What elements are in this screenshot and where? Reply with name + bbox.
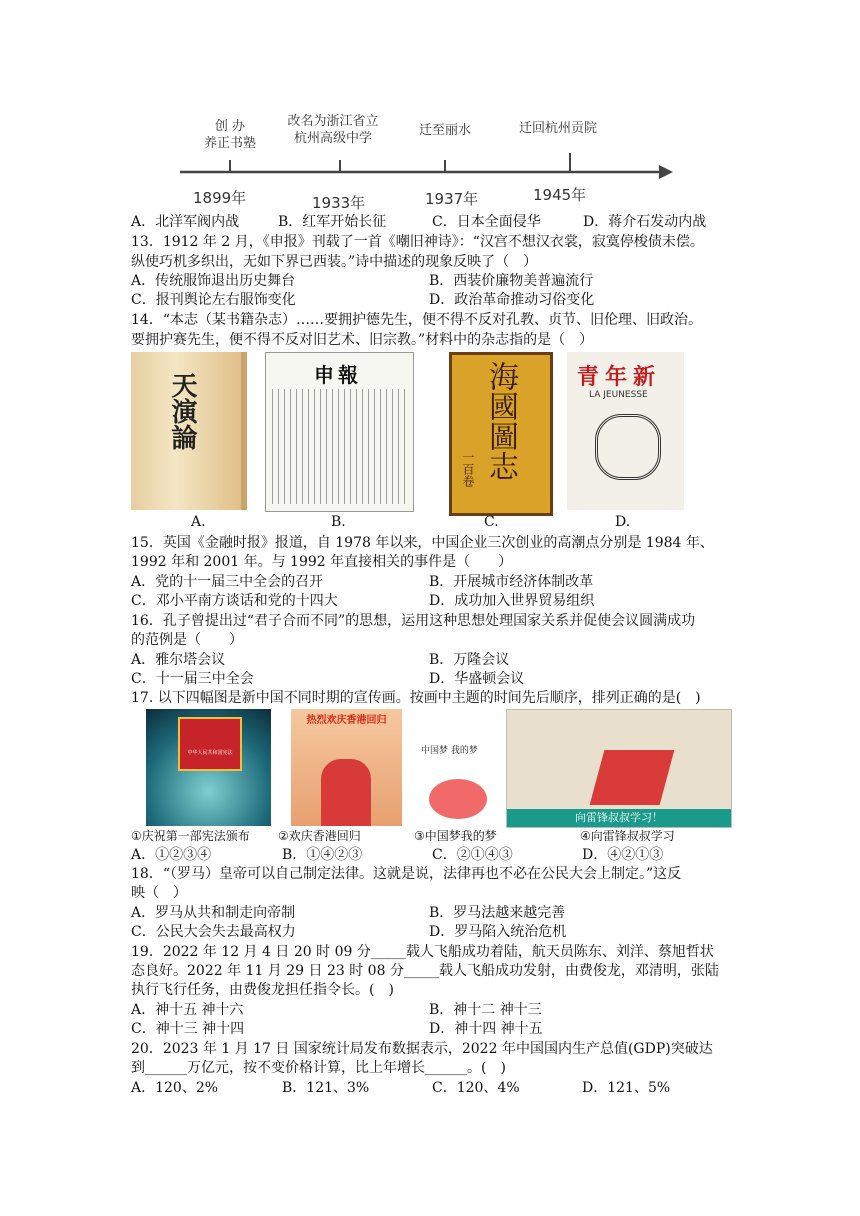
question-text: 17. 以下四幅图是新中国不同时期的宣传画。按画中主题的时间先后顺序，排列正确的是( ) (131, 690, 701, 706)
poster-constitution[interactable] (146, 709, 271, 826)
option[interactable]: B．万隆会议 (429, 652, 510, 668)
question-text: 18．“（罗马）皇帝可以自己制定法律。这就是说，法律再也不必在公民大会上制定。”这反 (131, 866, 682, 882)
question-text: 15．英国《金融时报》报道，自 1978 年以来，中国企业三次创业的高潮点分别是 1984 年、 (131, 535, 714, 551)
poster-hongkong[interactable]: 热烈欢庆香港回归 (291, 709, 402, 826)
timeline-event-label: 改名为浙江省立 杭州高级中学 (287, 114, 379, 146)
question-text: 16．孔子曾提出过“君子合而不同”的思想，运用这种思想处理国家关系并促使会议圆满成功 (131, 613, 696, 629)
book-image-haiguotuzhi[interactable]: 海國圖志 一百卷 (449, 352, 553, 516)
timeline-year: 1945年 (533, 186, 587, 204)
option[interactable]: A．雅尔塔会议 (131, 652, 226, 668)
option[interactable]: D．华盛顿会议 (429, 671, 525, 687)
constitution-book: 中华人民共和国宪法 (178, 717, 242, 771)
question-text: 14．“本志（某书籍杂志）……要拥护德先生，便不得不反对孔教、贞节、旧伦理、旧政治。 (131, 312, 702, 328)
option[interactable]: D．121、5% (582, 1080, 671, 1096)
question-text: 执行飞行任务，由费俊龙担任指令长。( ) (131, 982, 394, 998)
poster-leifeng[interactable]: 向雷锋叔叔学习！ (506, 709, 732, 828)
option[interactable]: A．北洋军阀内战 (131, 214, 240, 230)
option[interactable]: A．罗马从共和制走向帝制 (131, 905, 296, 921)
option[interactable]: C．公民大会失去最高权力 (131, 924, 296, 940)
portrait-frame (595, 414, 661, 480)
book-image-tianyanlun[interactable]: 天演論 (131, 352, 247, 510)
question-text: 到______万亿元，按不变价格计算，比上年增长______。( ) (131, 1060, 506, 1076)
option-letter[interactable]: C. (484, 514, 499, 530)
poster-caption: ③中国梦我的梦 (414, 829, 497, 843)
option-letter[interactable]: A. (191, 514, 206, 530)
option[interactable]: C．报刊舆论左右服饰变化 (131, 292, 296, 308)
poster-caption: ②欢庆香港回归 (278, 829, 361, 843)
option[interactable]: B．罗马法越来越完善 (429, 905, 566, 921)
option[interactable]: A．党的十一届三中全会的召开 (131, 574, 324, 590)
option-letter[interactable]: D. (615, 514, 631, 530)
question-text: 19．2022 年 12 月 4 日 20 时 09 分_____载人飞船成功着陆，航天员陈东、刘洋、蔡旭哲状 (131, 944, 714, 960)
option[interactable]: A．传统服饰退出历史舞台 (131, 273, 296, 289)
magazine-image-xinqingnian[interactable]: 青年新 LA JEUNESSE (567, 352, 684, 510)
option[interactable]: B．开展城市经济体制改革 (429, 574, 594, 590)
option[interactable]: D．政治革命推动习俗变化 (429, 292, 595, 308)
newspaper-text-columns (272, 389, 407, 504)
poster-caption: ④向雷锋叔叔学习 (580, 829, 675, 843)
newspaper-image-shenbao[interactable]: 申報 (265, 352, 414, 512)
option[interactable]: D．罗马陷入统治危机 (429, 924, 567, 940)
option-letter[interactable]: B. (331, 514, 346, 530)
question-text: 1992 年和 2001 年。与 1992 年直接相关的事件是（ ） (131, 554, 513, 570)
question-text: 纵使巧机多织出，无如下界已西装。”诗中描述的现象反映了（ ） (131, 254, 538, 270)
option[interactable]: D．蒋介石发动内战 (583, 214, 707, 230)
option[interactable]: B．①④②③ (282, 847, 363, 863)
question-text: 的范例是（ ） (131, 632, 243, 648)
red-flag (590, 750, 675, 805)
option[interactable]: B．西装价廉物美普遍流行 (429, 273, 594, 289)
option[interactable]: A．①②③④ (131, 847, 212, 863)
timeline-event-label: 迁回杭州贡院 (518, 121, 597, 136)
option[interactable]: D．④②①③ (582, 847, 664, 863)
option[interactable]: C．120、4% (432, 1080, 520, 1096)
option[interactable]: C．邓小平南方谈话和党的十四大 (131, 593, 338, 609)
figure-shape (321, 759, 371, 826)
option[interactable]: A．神十五 神十六 (131, 1002, 244, 1018)
option[interactable]: D．成功加入世界贸易组织 (429, 593, 595, 609)
option[interactable]: A．120、2% (131, 1080, 219, 1096)
timeline-year: 1899年 (193, 189, 247, 207)
figure-shape (429, 779, 487, 819)
timeline-year: 1937年 (425, 190, 479, 208)
option[interactable]: D．神十四 神十五 (429, 1021, 543, 1037)
option[interactable]: C．神十三 神十四 (131, 1021, 245, 1037)
option[interactable]: C．十一届三中全会 (131, 671, 254, 687)
poster-chinese-dream[interactable]: 中国梦 我的梦 (417, 709, 499, 826)
question-text: 态良好。2022 年 11 月 29 日 23 时 08 分_____载人飞船成功发射，由费俊龙，邓清明，张陆 (131, 963, 719, 979)
option[interactable]: C．日本全面侵华 (432, 214, 541, 230)
arrow-icon (659, 165, 673, 179)
option[interactable]: B．神十二 神十三 (429, 1002, 542, 1018)
poster-caption: ①庆祝第一部宪法颁布 (131, 829, 250, 843)
timeline-event-label: 创 办 养正书塾 (203, 119, 256, 151)
option[interactable]: B．红军开始长征 (278, 214, 387, 230)
question-text: 20．2023 年 1 月 17 日 国家统计局发布数据表示，2022 年中国国内生产总值(GDP)突破达 (131, 1041, 713, 1057)
timeline-event-label: 迁至丽水 (418, 123, 471, 138)
question-text: 要拥护赛先生，便不得不反对旧艺术、旧宗教。”材料中的杂志指的是（ ） (131, 332, 594, 348)
timeline-year: 1933年 (312, 194, 366, 212)
option[interactable]: C．②①④③ (432, 847, 513, 863)
question-text: 映（ ） (131, 885, 187, 901)
question-text: 13．1912 年 2 月，《申报》刊载了一首《嘲旧神诗》：“汉宫不想汉衣裳，寂寞停梭债未偿。 (131, 234, 704, 250)
option[interactable]: B．121、3% (282, 1080, 370, 1096)
